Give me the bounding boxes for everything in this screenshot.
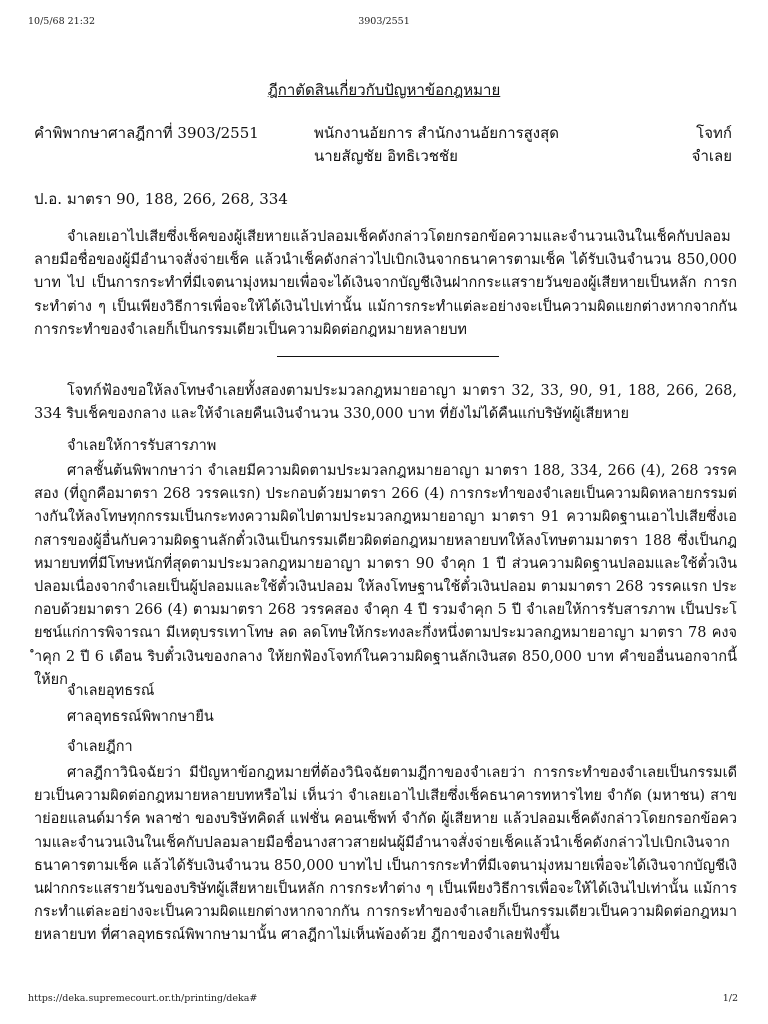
defendant-name: นายสัญชัย อิทธิเวชชัย	[314, 147, 458, 165]
paragraph: ศาลฎีกาวินิจฉัยว่า มีปัญหาข้อกฎหมายที่ต้องวินิจฉัยตามฎีกาของจำเลยว่า การกระทำของจำเลยเป็นกรรมเดียวเป็นความผิดต่อกฎหมายหลายบทหรือไม่ เห็นว่า จำเลยเอาไปเสียซึ่งเช็คธนาคารทหารไทย จำกัด (มหาชน) สาขาย่อยแลนด์มาร์ค พลาซ่า ของบริษัทคิดส์ แฟชั่น คอนเซ็พท์ จำกัด ผู้เสียหาย แล้วปลอมเช็คดังกล่าวโดยกรอกข้อความและจำนวนเงินในเช็คกับปลอมลายมือชื่อนางสาวสายฝนผู้มีอำนาจสั่งจ่ายเช็คแล้วนำเช็คดังกล่าวไปเบิกเงินจากธนาคารตามเช็ค แล้วได้รับเงินจำนวน 850,000 บาทไป เป็นการกระทำที่มีเจตนามุ่งหมายเพื่อจะได้เงินจากบัญชีเงินฝากกระแสรายวันของบริษัทผู้เสียหายเป็นหลัก การกระทำต่าง ๆ เป็นเพียงวิธีการเพื่อจะให้ได้เงินไปเท่านั้น แม้การกระทำแต่ละอย่างจะเป็นความผิดแยกต่างหากจากกัน การกระทำของจำเลยก็เป็นกรรมเดียวเป็นความผิดต่อกฎหมายหลายบท ที่ศาลอุทธรณ์พิพากษามานั้น ศาลฎีกาไม่เห็นพ้องด้วย ฎีกาของจำเลยฟังขึ้น	[34, 765, 737, 944]
law-sections: ป.อ. มาตรา 90, 188, 266, 268, 334	[34, 190, 288, 208]
print-header-title: 3903/2551	[358, 16, 410, 27]
paragraph: ศาลอุทธรณ์พิพากษายืน	[67, 709, 214, 725]
case-number: คำพิพากษาศาลฎีกาที่ 3903/2551	[34, 124, 259, 142]
document-title: ฎีกาตัดสินเกี่ยวกับปัญหาข้อกฎหมาย	[267, 81, 501, 99]
paragraph: โจทก์ฟ้องขอให้ลงโทษจำเลยทั้งสองตามประมวลกฎหมายอาญา มาตรา 32, 33, 90, 91, 188, 266, 268, 334 ริบเช็คของกลาง และให้จำเลยคืนเงินจำนวน 330,000 บาท ที่ยังไม่ได้คืนแก่บริษัทผู้เสียหาย	[34, 383, 737, 423]
plaintiff-name: พนักงานอัยการ สำนักงานอัยการสูงสุด	[314, 124, 560, 142]
page-number: 1/2	[722, 993, 738, 1004]
paragraph: ศาลชั้นต้นพิพากษาว่า จำเลยมีความผิดตามประมวลกฎหมายอาญา มาตรา 188, 334, 266 (4), 268 วรรคสอง (ที่ถูกคือมาตรา 268 วรรคแรก) ประกอบด้วยมาตรา 266 (4) การกระทำของจำเลยเป็นความผิดหลายกรรมต่างกันให้ลงโทษทุกกรรมเป็นกระทงความผิดไปตามประมวลกฎหมายอาญา มาตรา 91 ความผิดฐานเอาไปเสียซึ่งเอกสารของผู้อื่นกับความผิดฐานลักตั๋วเงินเป็นกรรมเดียวผิดต่อกฎหมายหลายบทให้ลงโทษตามมาตรา 188 ซึ่งเป็นกฎหมายบทที่มีโทษหนักที่สุดตามประมวลกฎหมายอาญา มาตรา 90 จำคุก 1 ปี ส่วนความผิดฐานปลอมและใช้ตั๋วเงินปลอมเนื่องจากจำเลยเป็นผู้ปลอมและใช้ตั๋วเงินปลอม ให้ลงโทษฐานใช้ตั๋วเงินปลอม ตามมาตรา 268 วรรคแรก ประกอบด้วยมาตรา 266 (4) ตามมาตรา 268 วรรคสอง จำคุก 4 ปี รวมจำคุก 5 ปี จำเลยให้การรับสารภาพ เป็นประโยชน์แก่การพิจารณา มีเหตุบรรเทาโทษ ลด ลดโทษให้กระทงละกึ่งหนึ่งตามประมวลกฎหมายอาญา มาตรา 78 คงจำคุก 2 ปี 6 เดือน ริบตั๋วเงินของกลาง ให้ยกฟ้องโจทก์ในความผิดฐานลักเงินสด 850,000 บาท คำขออื่นนอกจากนี้ให้ยก	[34, 463, 737, 688]
footer-url: https://deka.supremecourt.or.th/printing/deka#	[28, 993, 258, 1004]
print-datetime: 10/5/68 21:32	[28, 16, 96, 27]
paragraph: จำเลยฎีกา	[67, 739, 133, 755]
paragraph: จำเลยอุทธรณ์	[67, 683, 155, 699]
defendant-role: จำเลย	[691, 147, 732, 165]
case-summary: จำเลยเอาไปเสียซึ่งเช็คของผู้เสียหายแล้วปลอมเช็คดังกล่าวโดยกรอกข้อความและจำนวนเงินในเช็คกับปลอมลายมือชื่อของผู้มีอำนาจสั่งจ่ายเช็ค แล้วนำเช็คดังกล่าวไปเบิกเงินจากธนาคารตามเช็ค ได้รับเงินจำนวน 850,000 บาท ไป เป็นการกระทำที่มีเจตนามุ่งหมายเพื่อจะได้เงินจากบัญชีเงินฝากกระแสรายวันของผู้เสียหายเป็นหลัก การกระทำต่าง ๆ เป็นเพียงวิธีการเพื่อจะให้ได้เงินไปเท่านั้น แม้การกระทำแต่ละอย่างจะเป็นความผิดแยกต่างหากจากกัน การกระทำของจำเลยก็เป็นกรรมเดียวเป็นความผิดต่อกฎหมายหลายบท	[34, 229, 737, 338]
plaintiff-role: โจทก์	[696, 124, 732, 142]
paragraph: จำเลยให้การรับสารภาพ	[67, 438, 217, 454]
section-divider	[277, 356, 499, 357]
